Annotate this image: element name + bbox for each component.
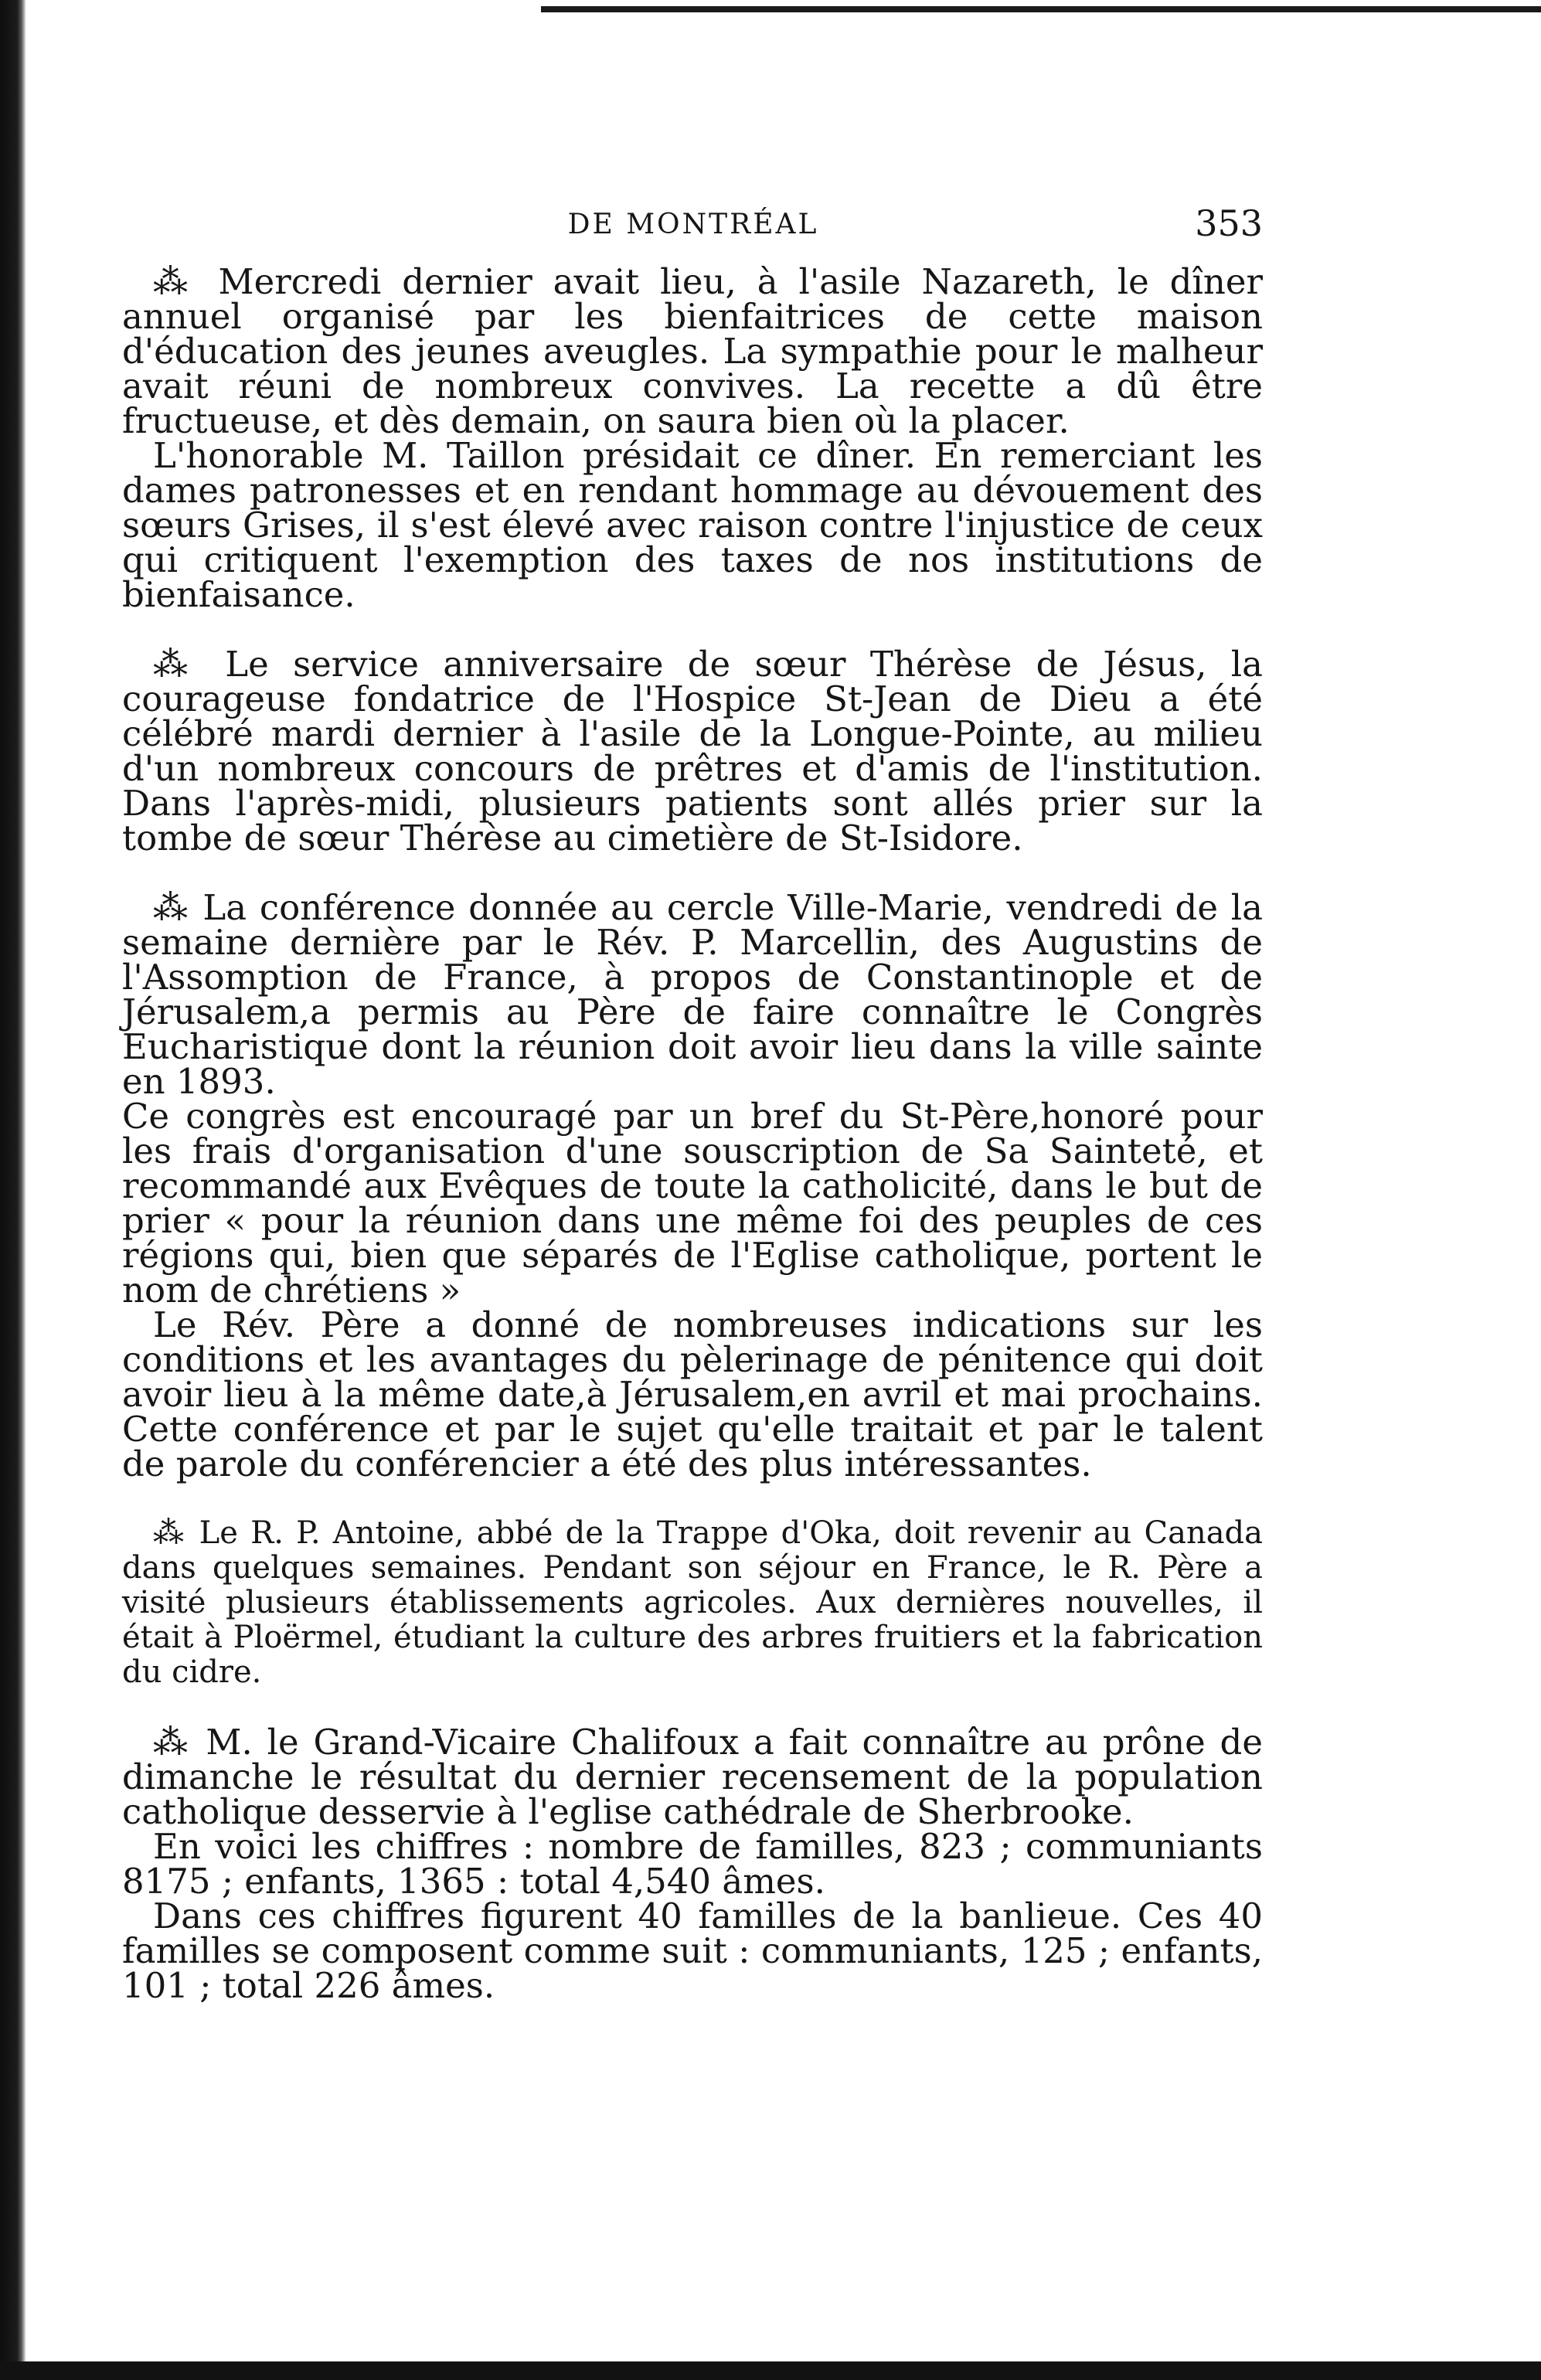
news-item-recensement-sherbrooke	[122, 1722, 1263, 2006]
paragraph: ⁂ Mercredi dernier avait lieu, à l'asile Nazareth, le dîner annuel organisé par les bienfaitrices de cette maison d'éducation des jeunes aveugles. La sympathie pour le malheur avait réuni de nombreux convives. La recette a dû être fructueuse, et dès demain, on saura bien où la placer.	[122, 261, 1263, 441]
news-item-pere-antoine	[122, 1516, 1263, 1690]
paragraph: En voici les chiffres : nombre de familles, 823 ; communiants 8175 ; enfants, 1365 : total 4,540 âmes.	[122, 1826, 1263, 1902]
scan-top-rule	[541, 6, 1541, 12]
paragraph: L'honorable M. Taillon présidait ce dîner. En remerciant les dames patronesses et en rendant hommage au dévouement des sœurs Grises, il s'est élevé avec raison contre l'injustice de ceux qui critiquent l'exemption des taxes de nos institutions de bienfaisance.	[122, 435, 1263, 615]
news-item-conference-ville-marie	[122, 887, 1263, 1484]
scan-bottom-edge	[0, 2361, 1541, 2380]
page-body	[122, 261, 1263, 2006]
running-head	[0, 202, 1541, 249]
item-separator	[122, 855, 1263, 890]
item-separator	[122, 1481, 1263, 1516]
paragraph: ⁂ M. le Grand-Vicaire Chalifoux a fait connaître au prône de dimanche le résultat du dernier recensement de la population catholique desservie à l'eglise cathédrale de Sherbrooke.	[122, 1722, 1263, 1832]
item-separator	[122, 612, 1263, 647]
paragraph: Le Rév. Père a donné de nombreuses indications sur les conditions et les avantages du pèlerinage de pénitence qui doit avoir lieu à la même date,à Jérusalem,en avril et mai prochains. Cette conférence et par le sujet qu'elle traitait et par le talent de parole du conférencier a été des plus intéressantes.	[122, 1304, 1263, 1484]
item-separator	[122, 1690, 1263, 1725]
paragraph: ⁂ Le service anniversaire de sœur Thérèse de Jésus, la courageuse fondatrice de l'Hospice St-Jean de Dieu a été célébré mardi dernier à l'asile de la Longue-Pointe, au milieu d'un nombreux concours de prêtres et d'amis de l'institution. Dans l'après-midi, plusieurs patients sont allés prier sur la tombe de sœur Thérèse au cimetière de St-Isidore.	[122, 644, 1263, 858]
running-head-title: DE MONTRÉAL	[567, 209, 819, 240]
paragraph: ⁂ Le R. P. Antoine, abbé de la Trappe d'Oka, doit revenir au Canada dans quelques semaines. Pendant son séjour en France, le R. Père a visité plusieurs établissements agricoles. Aux dernières nouvelles, il était à Ploërmel, étudiant la culture des arbres fruitiers et la fabrication du cidre.	[122, 1515, 1263, 1690]
paragraph: Ce congrès est encouragé par un bref du St-Père,honoré pour les frais d'organisation d'une souscription de Sa Sainteté, et recommandé aux Evêques de toute la catholicité, dans le but de prier « pour la réunion dans une même foi des peuples de ces régions qui, bien que séparés de l'Eglise catholique, portent le nom de chrétiens »	[122, 1096, 1263, 1311]
paragraph: Dans ces chiffres figurent 40 familles de la banlieue. Ces 40 familles se composent comme suit : communiants, 125 ; enfants, 101 ; total 226 âmes.	[122, 1896, 1263, 2006]
news-item-service-anniversaire	[122, 644, 1263, 858]
scan-binding-edge	[0, 0, 26, 2380]
page-number: 353	[1195, 202, 1263, 244]
news-item-asile-nazareth	[122, 261, 1263, 615]
paragraph: ⁂ La conférence donnée au cercle Ville-Marie, vendredi de la semaine dernière par le Rév. P. Marcellin, des Augustins de l'Assomption de France, à propos de Constantinople et de Jérusalem,a permis au Père de faire connaître le Congrès Eucharistique dont la réunion doit avoir lieu dans la ville sainte en 1893.	[122, 887, 1263, 1102]
